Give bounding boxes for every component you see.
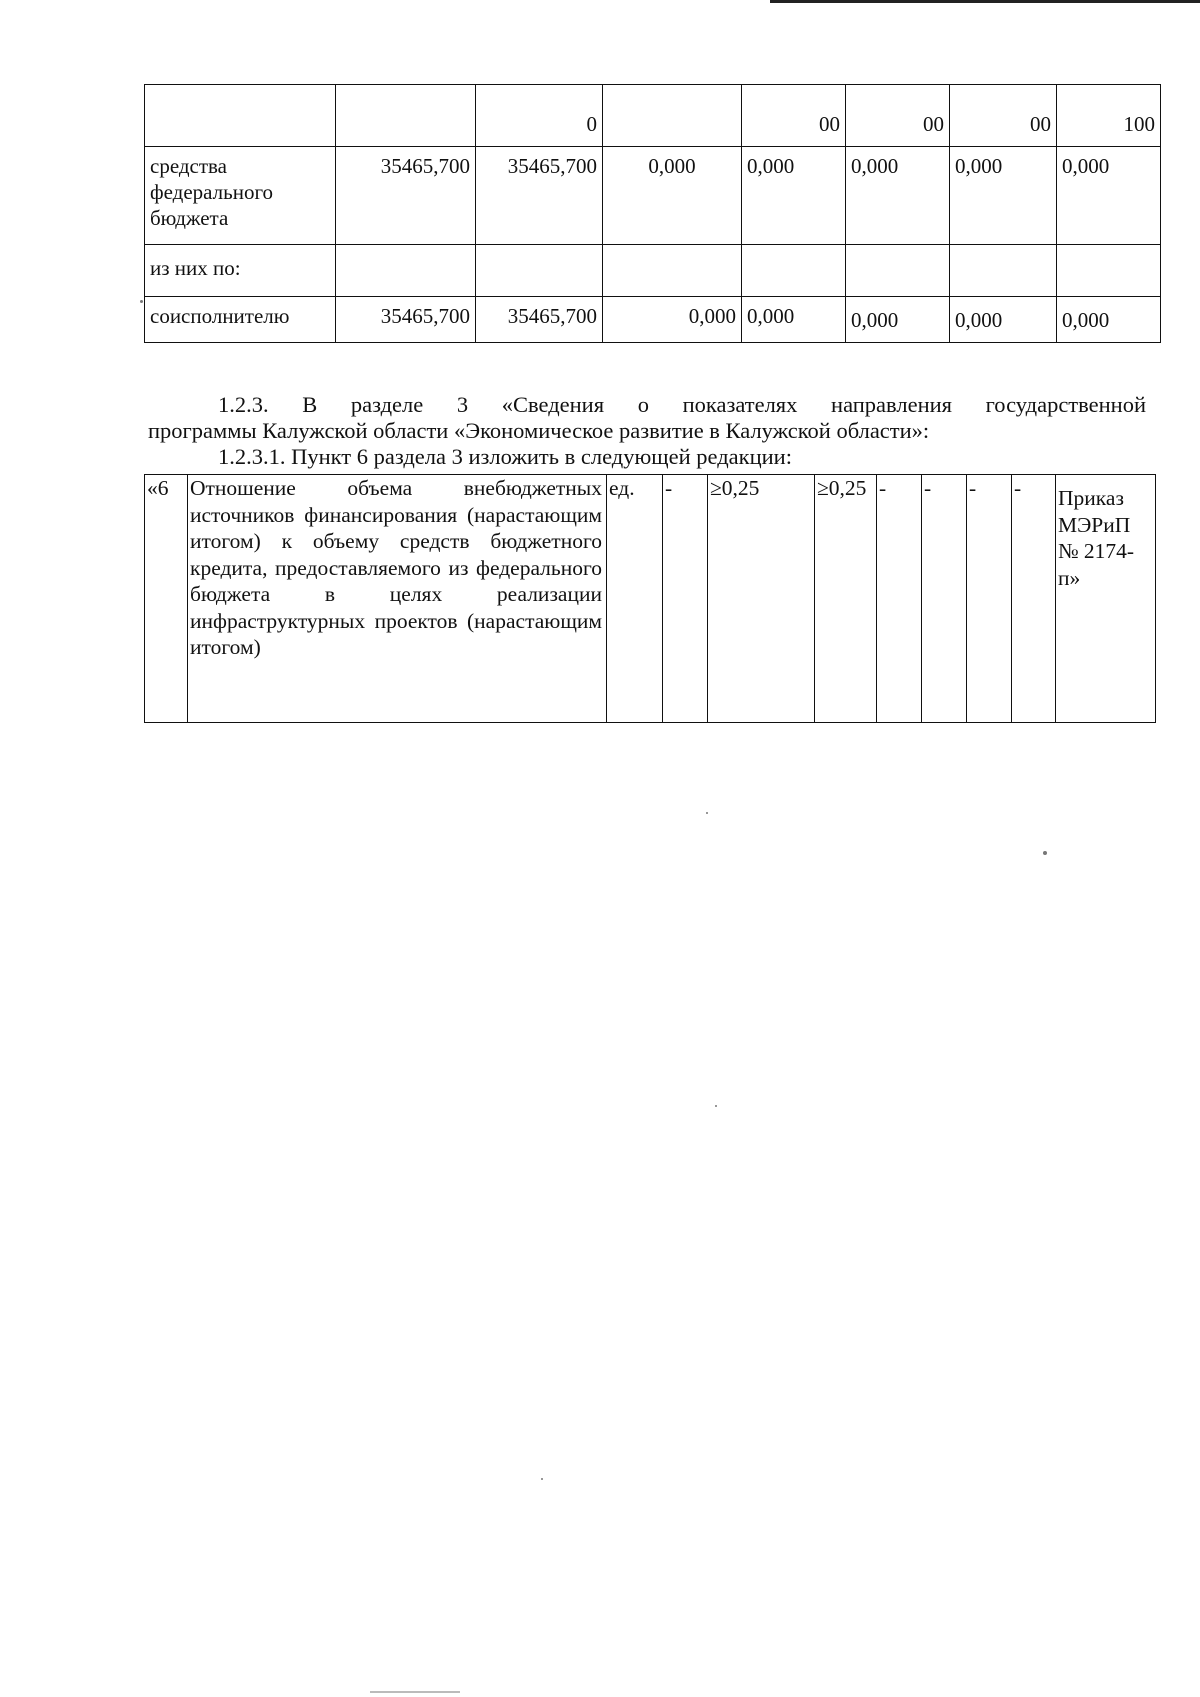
table-cell: 0,000 — [846, 297, 950, 343]
table-row — [145, 297, 1161, 343]
table-cell: 0,000 — [950, 147, 1057, 245]
table-row — [145, 245, 1161, 297]
table-cell: 0,000 — [742, 147, 846, 245]
table-cell: 00 — [950, 85, 1057, 147]
scan-speck — [715, 1105, 717, 1107]
table-cell: 0,000 — [603, 297, 742, 343]
table-cell — [950, 245, 1057, 297]
table-cell — [1057, 245, 1161, 297]
scan-edge-top — [770, 0, 1200, 3]
indicator-value: ≥0,25 — [815, 475, 877, 723]
indicator-value: - — [922, 475, 967, 723]
funding-table — [144, 84, 1161, 343]
table-cell — [603, 245, 742, 297]
indicator-source: Приказ МЭРиП № 2174-п» — [1056, 475, 1156, 723]
table-cell: 35465,700 — [476, 297, 603, 343]
table-cell: 0,000 — [1057, 147, 1161, 245]
table-cell — [476, 245, 603, 297]
indicator-table — [144, 474, 1156, 723]
table-cell: 35465,700 — [336, 147, 476, 245]
table-cell — [742, 245, 846, 297]
table-row — [145, 85, 1161, 147]
table-cell — [336, 85, 476, 147]
indicator-unit: ед. — [607, 475, 663, 723]
scan-speck — [1043, 851, 1047, 855]
table-cell: 0,000 — [742, 297, 846, 343]
indicator-value: - — [967, 475, 1012, 723]
table-cell — [846, 245, 950, 297]
table-cell: 0,000 — [603, 147, 742, 245]
indicator-value: ≥0,25 — [708, 475, 815, 723]
scan-speck — [140, 300, 143, 303]
table-cell: 00 — [846, 85, 950, 147]
table-cell — [336, 245, 476, 297]
table-cell: 00 — [742, 85, 846, 147]
table-cell — [603, 85, 742, 147]
scan-edge-bottom — [370, 1691, 460, 1693]
paragraph-point-6: 1.2.3.1. Пункт 6 раздела 3 изложить в следующей редакции: — [218, 444, 792, 469]
row-label: из них по: — [145, 245, 336, 297]
scan-speck — [706, 812, 708, 814]
indicator-description: Отношение объема внебюджетных источников финансирования (нарастающим итогом) к объему средств бюджетного кредита, предоставляемого из федерального бюджета в целях реализации инфраструктурных проектов (нарастающим итогом) — [188, 475, 607, 723]
row-label: соисполнителю — [145, 297, 336, 343]
indicator-value: - — [1012, 475, 1056, 723]
table-cell: 0,000 — [950, 297, 1057, 343]
indicator-value: - — [877, 475, 922, 723]
table-row — [145, 147, 1161, 245]
table-row — [145, 475, 1156, 723]
row-label — [145, 85, 336, 147]
indicator-value: - — [663, 475, 708, 723]
paragraph-section-3-continued: программы Калужской области «Экономическое развитие в Калужской области»: — [148, 418, 930, 443]
paragraph-section-3: 1.2.3. В разделе 3 «Сведения о показателях направления государственной — [218, 392, 1146, 417]
table-cell: 100 — [1057, 85, 1161, 147]
table-cell: 0,000 — [846, 147, 950, 245]
indicator-number: «6 — [145, 475, 188, 723]
scan-speck — [541, 1478, 543, 1480]
row-label: средства федерального бюджета — [145, 147, 336, 245]
table-cell: 0,000 — [1057, 297, 1161, 343]
table-cell: 35465,700 — [476, 147, 603, 245]
table-cell: 0 — [476, 85, 603, 147]
table-cell: 35465,700 — [336, 297, 476, 343]
